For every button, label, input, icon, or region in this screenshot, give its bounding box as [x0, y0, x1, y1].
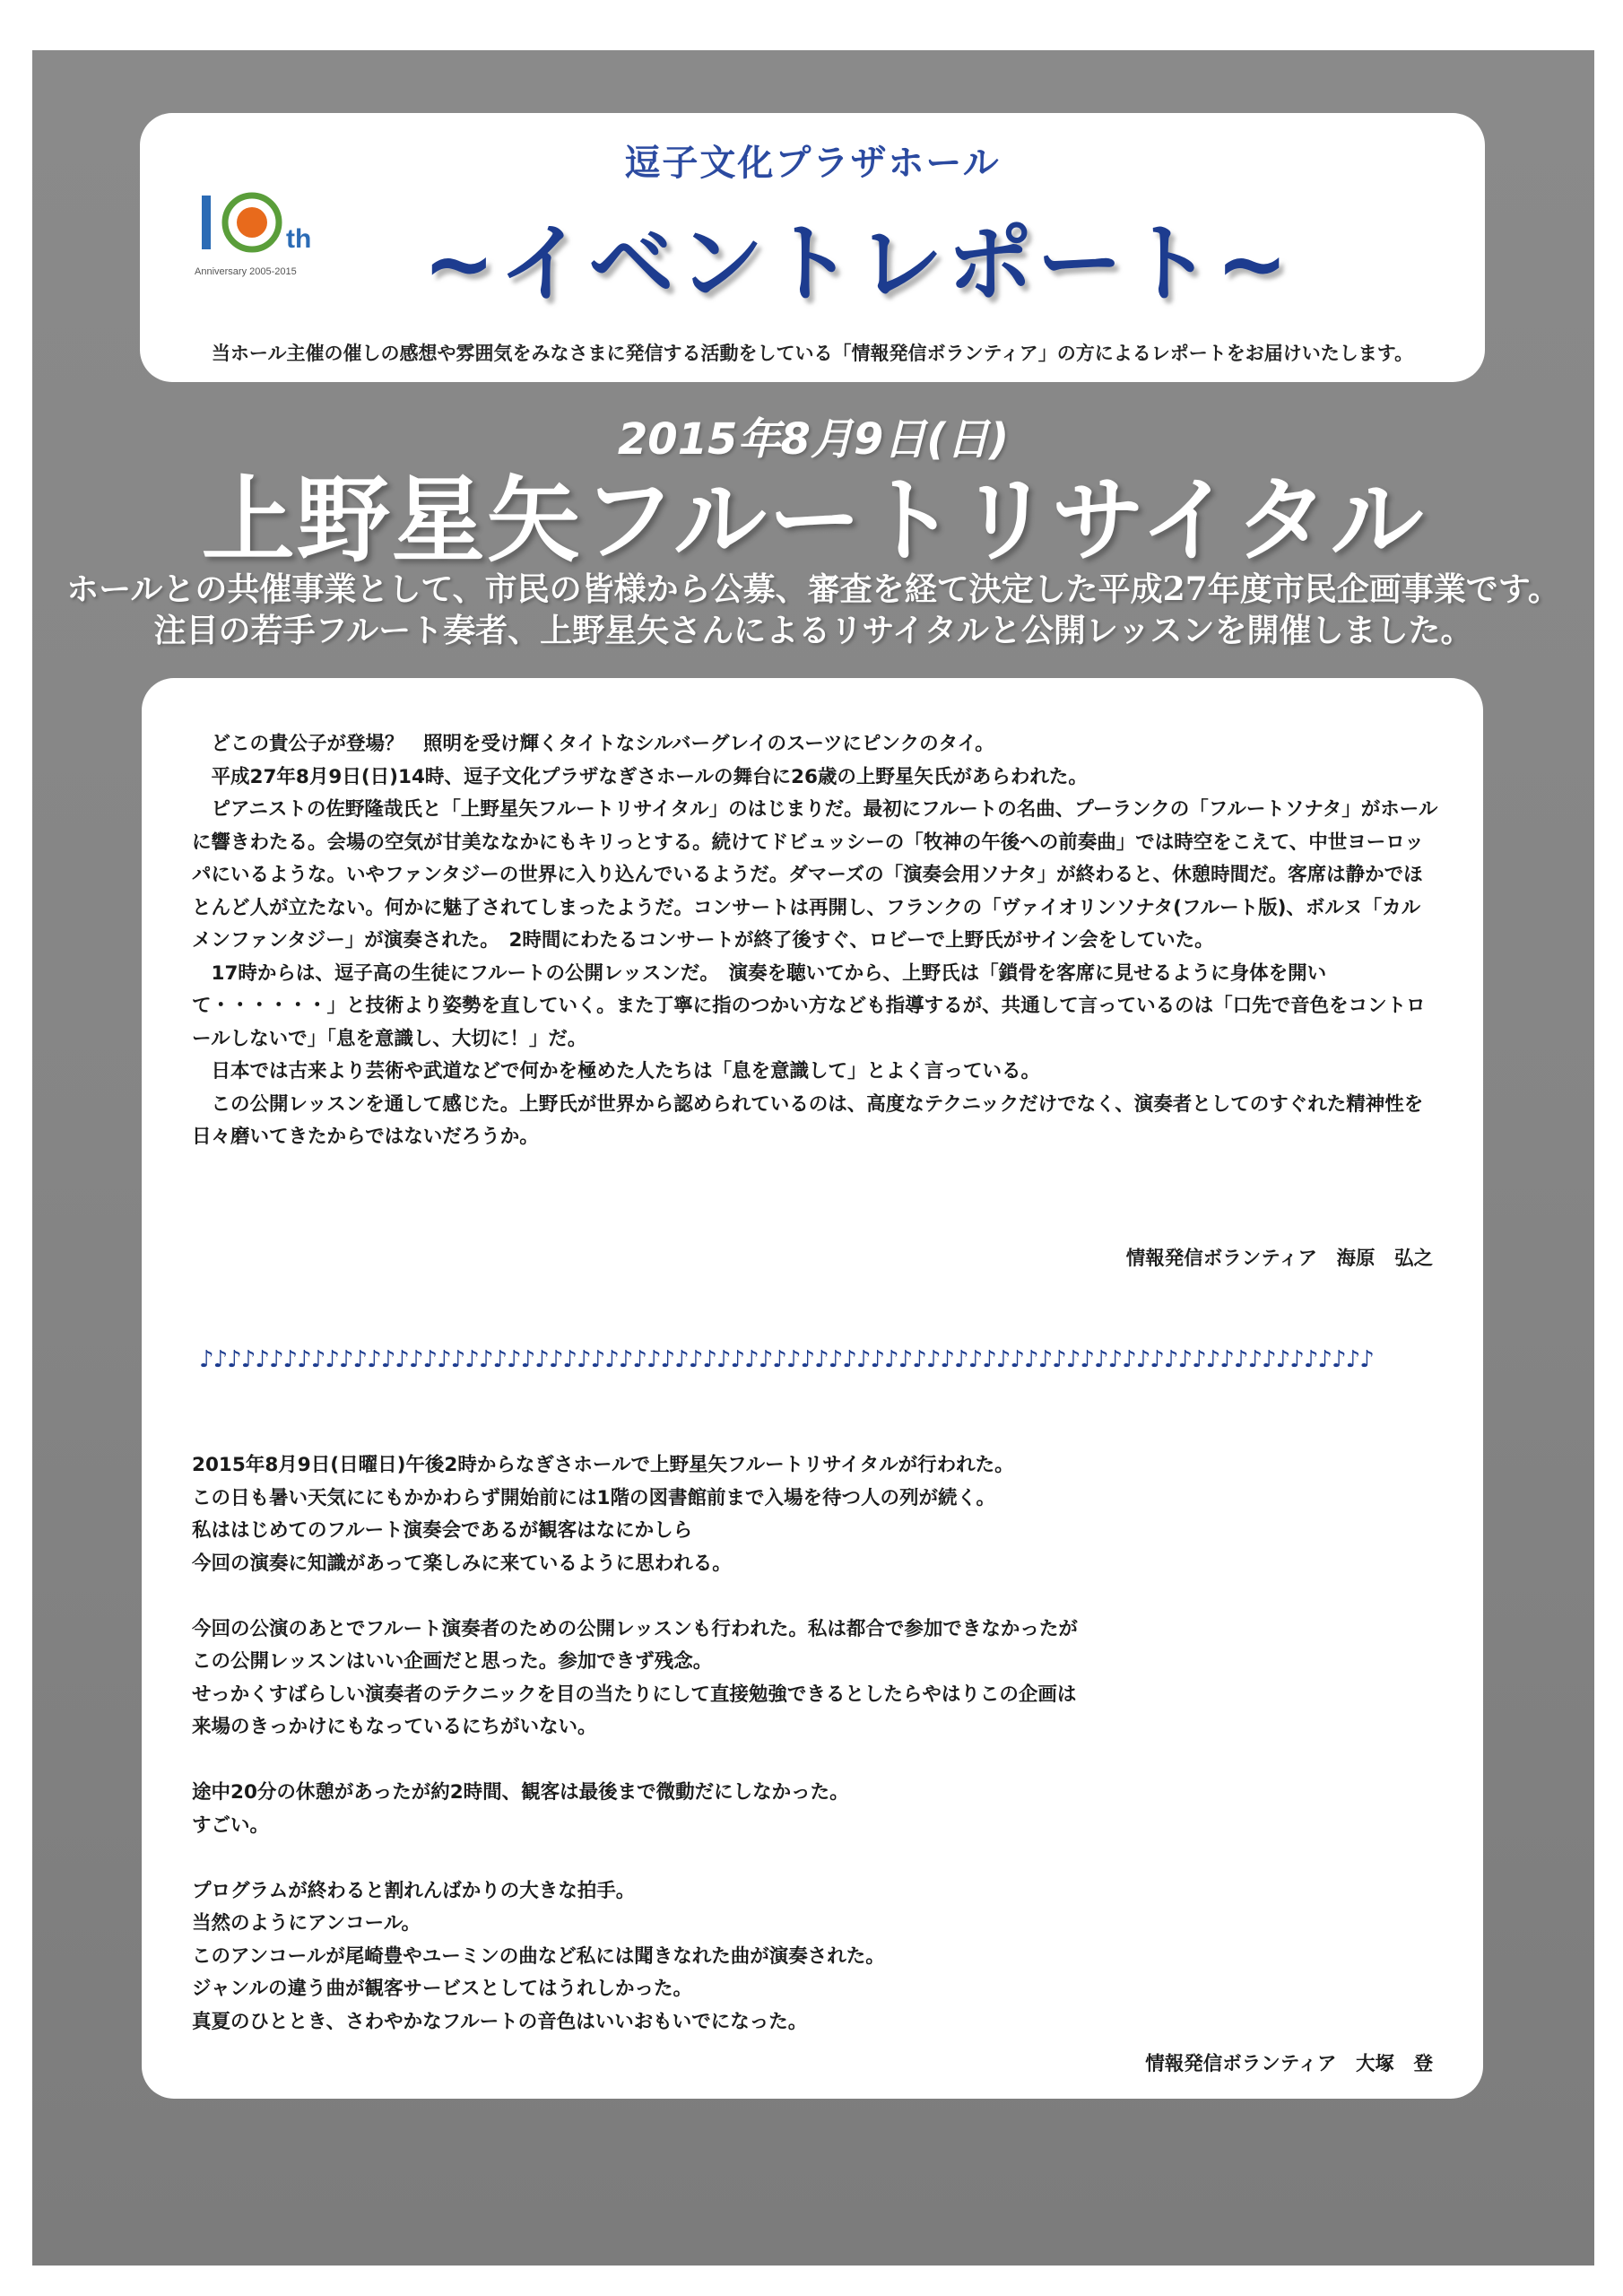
report-panel — [142, 678, 1483, 2099]
music-note-divider: ♪♪♪♪♪♪♪♪♪♪♪♪♪♪♪♪♪♪♪♪♪♪♪♪♪♪♪♪♪♪♪♪♪♪♪♪♪♪♪♪♪♪♪♪♪♪♪♪♪♪♪♪♪♪♪♪♪♪♪♪♪♪♪♪♪♪♪♪♪♪♪♪♪♪♪♪♪♪♪♪♪♪♪♪ — [199, 1346, 1374, 1373]
logo-digit-one — [202, 196, 211, 249]
report-two-line: 2015年8月9日(日曜日)午後2時からなぎさホールで上野星矢フルートリサイタルが行われた。 — [192, 1454, 1014, 1476]
report-one-signature: 情報発信ボランティア 海原 弘之 — [1125, 1248, 1433, 1270]
report-two-line: すごい。 — [192, 1813, 270, 1837]
report-two-line: 真夏のひととき、さわやかなフルートの音色はいいおもいでになった。 — [192, 2010, 808, 2033]
venue-name: 逗子文化プラザホール — [624, 143, 1001, 184]
report-two-line: 私ははじめてのフルート演奏会であるが観客はなにかしら — [192, 1519, 693, 1542]
report-one-paragraph: 17時からは、逗子高の生徒にフルートの公開レッスンだ。 演奏を聴いてから、上野氏は「鎖骨を客席に見せるように身体を開いて・・・・・・」と技術より姿勢を直していく。また丁寧に指のつかい方なども指導するが、共通して言っているのは「口先で音色をコントロールしないで」「息を意識し、大切に！」だ。 — [192, 961, 1426, 1050]
logo-center-dot — [237, 207, 267, 238]
header-panel — [140, 113, 1485, 382]
report-two-line: この公開レッスンはいい企画だと思った。参加できず残念。 — [192, 1650, 713, 1673]
gray-backdrop — [32, 50, 1594, 2266]
paragraph-gap — [192, 1744, 1438, 1778]
report-one-paragraph: 平成27年8月9日(日)14時、逗子文化プラザなぎさホールの舞台に26歳の上野星矢氏があらわれた。 — [211, 765, 1088, 788]
report-one — [192, 728, 1438, 1154]
event-date: 2015年8月9日(日) — [617, 414, 1010, 465]
report-two-line: 当然のようにアンコール。 — [192, 1912, 421, 1935]
event-intro-line: 注目の若手フルート奏者、上野星矢さんによるリサイタルと公開レッスンを開催しました。 — [153, 612, 1473, 649]
report-two-line: この日も暑い天気ににもかかわらず開始前には1階の図書館前まで入場を待つ人の列が続く。 — [192, 1486, 996, 1509]
report-two-line: このアンコールが尾崎豊やユーミンの曲など私には聞きなれた曲が演奏された。 — [192, 1944, 885, 1968]
event-intro — [32, 569, 1594, 651]
header-title: ~イベントレポート~ — [422, 213, 1292, 314]
event-intro-line: ホールとの共催事業として、市民の皆様から公募、審査を経て決定した平成27年度市民企画事業です。 — [66, 570, 1560, 608]
report-two-line: 来場のきっかけにもなっているにちがいない。 — [192, 1716, 597, 1738]
report-two-line: 途中20分の休憩があったが約2時間、観客は最後まで微動だにしなかった。 — [192, 1781, 849, 1804]
report-two-line: プログラムが終わると割れんばかりの大きな拍手。 — [192, 1879, 636, 1902]
logo-suffix: th — [286, 224, 312, 254]
anniversary-logo — [189, 187, 360, 285]
logo-anniversary-text: Anniversary 2005-2015 — [195, 266, 297, 277]
report-two-line: 今回の公演のあとでフルート演奏者のための公開レッスンも行われた。私は都合で参加できなかったが — [192, 1617, 1078, 1640]
event-title: 上野星矢フルートリサイタル — [201, 465, 1426, 575]
paragraph-gap — [192, 1580, 1438, 1613]
report-two-line: 今回の演奏に知識があって楽しみに来ているように思われる。 — [192, 1552, 732, 1575]
report-two-signature: 情報発信ボランティア 大塚 登 — [1145, 2053, 1433, 2075]
report-two-line: ジャンルの違う曲が観客サービスとしてはうれしかった。 — [192, 1978, 693, 2000]
paragraph-gap — [192, 1842, 1438, 1875]
report-one-paragraph: ピアニストの佐野隆哉氏と「上野星矢フルートリサイタル」のはじまりだ。最初にフルートの名曲、プーランクの「フルートソナタ」がホールに響きわたる。会場の空気が甘美ななかにもキリっとする。続けてドビュッシーの「牧神の午後への前奏曲」では時空をこえて、中世ヨーロッパにいるような。いやファンタジーの世界に入り込んでいるようだ。ダマーズの「演奏会用ソナタ」が終わると、休憩時間だ。客席は静かでほとんど人が立たない。何かに魅了されてしまったようだ。コンサートは再開し、フランクの「ヴァイオリンソナタ(フルート版)、ボルヌ「カルメンファンタジー」が演奏された。 2時間にわたるコンサートが終了後すぐ、ロビーで上野氏がサイン会をしていた。 — [192, 798, 1438, 952]
report-one-paragraph: 日本では古来より芸術や武道などで何かを極めた人たちは「息を意識して」とよく言っている。 — [211, 1060, 1041, 1083]
header-description: 当ホール主催の催しの感想や雰囲気をみなさまに発信する活動をしている「情報発信ボランティア」の方によるレポートをお届けいたします。 — [211, 343, 1414, 364]
report-one-paragraph: どこの貴公子が登場？ 照明を受け輝くタイトなシルバーグレイのスーツにピンクのタイ。 — [211, 733, 994, 755]
report-two — [192, 1449, 1438, 2039]
report-one-paragraph: この公開レッスンを通して感じた。上野氏が世界から認められているのは、高度なテクニックだけでなく、演奏者としてのすぐれた精神性を日々磨いてきたからではないだろうか。 — [192, 1092, 1424, 1148]
report-two-line: せっかくすばらしい演奏者のテクニックを目の当たりにして直接勉強できるとしたらやはりこの企画は — [192, 1683, 1077, 1706]
